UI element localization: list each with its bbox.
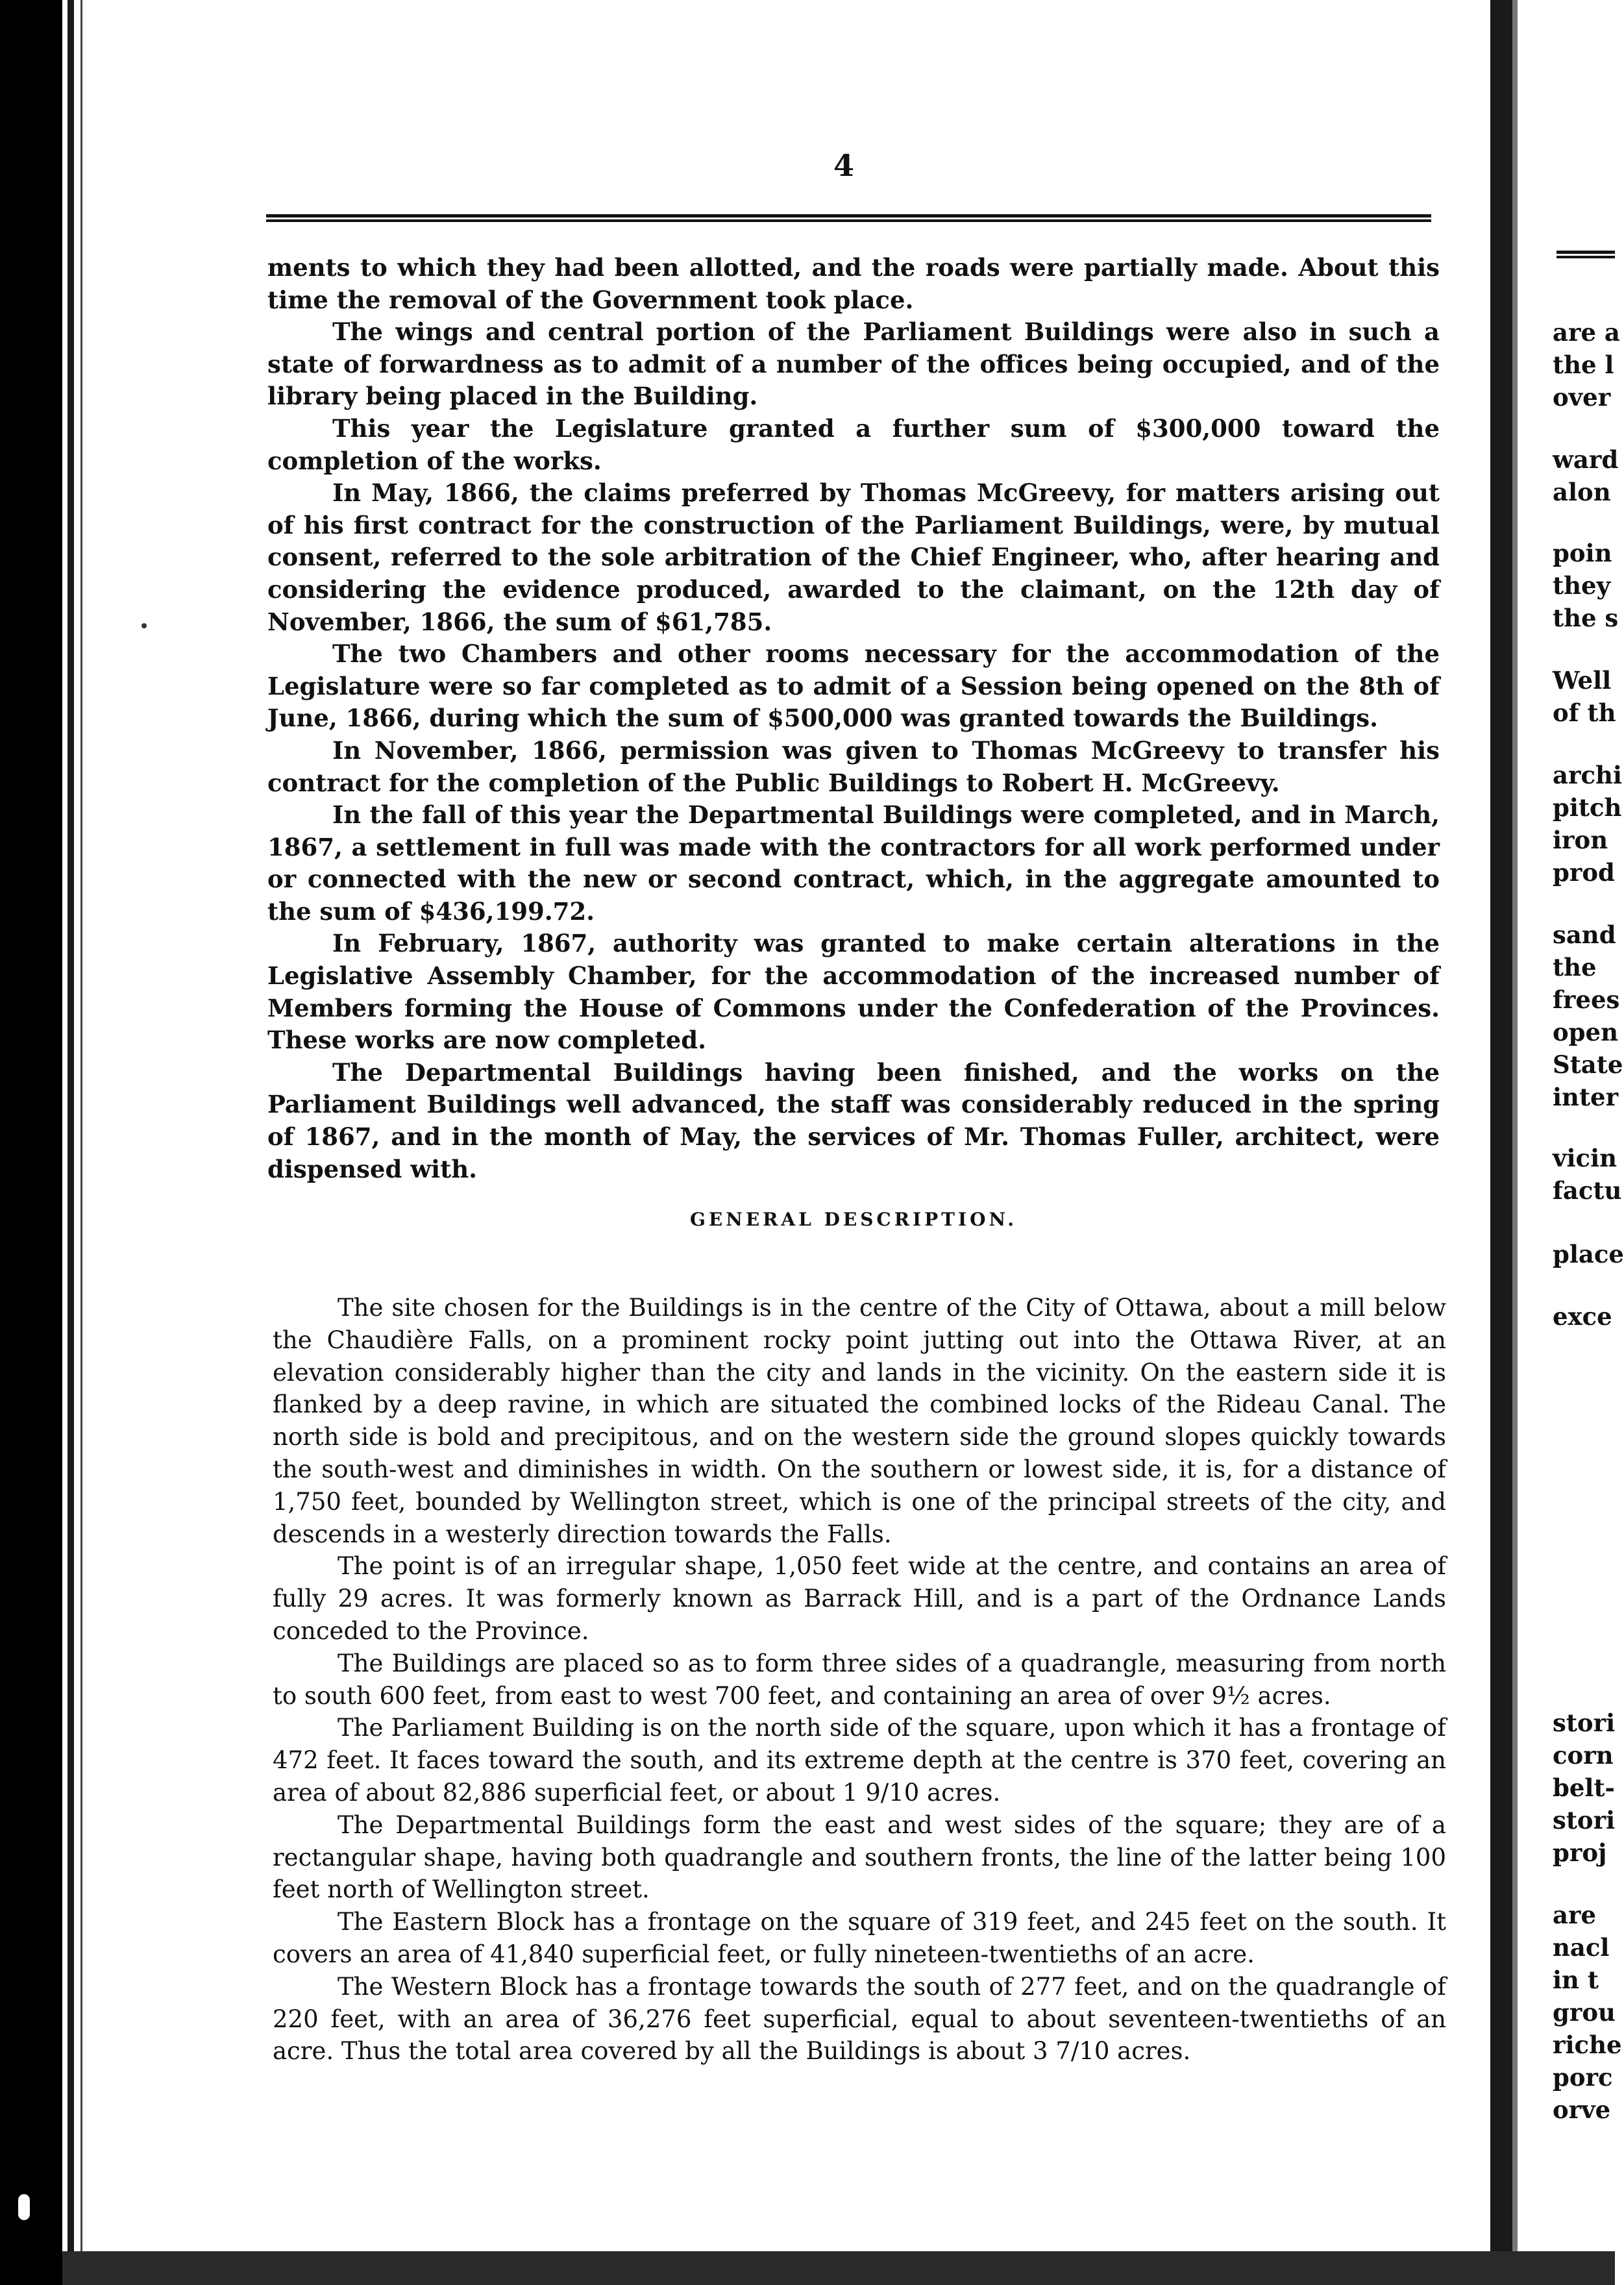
paragraph: The Eastern Block has a frontage on the square of 319 feet, and 245 feet on the south. It covers an area of 41,840 superficial feet, or fully nineteen-twentieths of an acre. xyxy=(273,1908,1446,1968)
scan-artifact xyxy=(18,2194,30,2220)
scan-speck xyxy=(141,623,147,628)
facing-page-fragment: proj xyxy=(1553,1838,1607,1867)
paragraph: In February, 1867, authority was granted to make certain alterations in the Legislative Assembly Chamber, for the accommodation of the increased number of Members forming the House of Commons under the Confederation of the Provinces. These works are now completed. xyxy=(267,929,1440,1055)
facing-page-fragment: factu xyxy=(1553,1176,1622,1205)
page-number: 4 xyxy=(833,148,854,183)
facing-page-fragment: orve xyxy=(1553,2095,1611,2124)
facing-page-fragment: are xyxy=(1553,1901,1597,1929)
facing-page-fragment: iron xyxy=(1553,826,1608,854)
facing-page-fragment: nacl xyxy=(1553,1933,1610,1962)
facing-page-fragment: the l xyxy=(1553,351,1614,379)
facing-page-fragment: in t xyxy=(1553,1966,1599,1994)
main-text-block xyxy=(267,252,1440,1185)
paragraph: The two Chambers and other rooms necessary for the accommodation of the Legislature were so far completed as to admit of a Session being opened on the 8th of June, 1866, during which the sum of $500,000 was granted towards the Buildings. xyxy=(267,639,1440,733)
facing-page-fragment: they xyxy=(1553,571,1611,600)
facing-page-fragment: exce xyxy=(1553,1302,1612,1331)
facing-page-fragment: vicin xyxy=(1553,1144,1618,1172)
facing-page-fragment: inter xyxy=(1553,1083,1619,1111)
facing-page-fragment: alon xyxy=(1553,478,1611,506)
scan-left-edge xyxy=(0,0,62,2285)
facing-page-fragment: place xyxy=(1553,1240,1624,1268)
scan-bottom-edge xyxy=(62,2251,1615,2285)
description-text-block xyxy=(273,1292,1446,2068)
paragraph: The Buildings are placed so as to form three sides of a quadrangle, measuring from north to south 600 feet, from east to west 700 feet, and containing an area of over 9½ acres. xyxy=(273,1649,1446,1710)
facing-page-fragment: belt- xyxy=(1553,1773,1615,1802)
paragraph: In November, 1866, permission was given to Thomas McGreevy to transfer his contract for the completion of the Public Buildings to Robert H. McGreevy. xyxy=(267,735,1440,797)
facing-page-fragment: pitch xyxy=(1553,793,1622,822)
paragraph: The point is of an irregular shape, 1,050 feet wide at the centre, and contains an area of fully 29 acres. It was formerly known as Barrack Hill, and is a part of the Ordnance Lands conceded to the Province. xyxy=(273,1552,1446,1645)
facing-page-fragment: porc xyxy=(1553,2063,1613,2092)
paragraph: The Departmental Buildings having been finished, and the works on the Parliament Buildings well advanced, the staff was considerably reduced in the spring of 1867, and in the month of May, the services of Mr. Thomas Fuller, architect, were dispensed with. xyxy=(267,1057,1440,1183)
facing-page-fragment: over xyxy=(1553,383,1611,412)
paragraph: In May, 1866, the claims preferred by Thomas McGreevy, for matters arising out of his first contract for the construction of the Parliament Buildings, were, by mutual consent, referred to the sole arbitration of the Chief Engineer, who, after hearing and considering the evidence produced, awarded to the claimant, on the 12th day of November, 1866, the sum of $61,785. xyxy=(267,478,1440,636)
facing-page-fragment: stori xyxy=(1553,1709,1616,1737)
paragraph: The wings and central portion of the Parliament Buildings were also in such a state of forwardness as to admit of a number of the offices being occupied, and of the library being placed in the Building. xyxy=(267,317,1440,411)
facing-page-fragment: prod xyxy=(1553,858,1615,887)
facing-page-column xyxy=(1553,0,1624,2253)
facing-page-fragment: archi xyxy=(1553,761,1622,789)
paragraph: The Parliament Building is on the north side of the square, upon which it has a frontage of 472 feet. It faces toward the south, and its extreme depth at the centre is 370 feet, covering an area of about 82,886 superficial feet, or about 1 9/10 acres. xyxy=(273,1714,1446,1807)
facing-page-fragment: stori xyxy=(1553,1806,1616,1834)
facing-page-fragment: Well xyxy=(1553,666,1612,695)
facing-page-fragment: frees xyxy=(1553,985,1620,1014)
page-gutter-inner xyxy=(1512,0,1518,2253)
facing-page-fragment: of th xyxy=(1553,698,1616,727)
paragraph: This year the Legislature granted a further sum of $300,000 toward the completion of the works. xyxy=(267,414,1440,475)
facing-page-fragment: State xyxy=(1553,1050,1623,1079)
facing-page-fragment: riche xyxy=(1553,2031,1622,2059)
facing-page-fragment: the xyxy=(1553,953,1597,982)
facing-page-fragment: ward xyxy=(1553,445,1619,474)
facing-page-fragment: sand xyxy=(1553,920,1616,949)
facing-page-fragment: the s xyxy=(1553,604,1619,632)
header-rule xyxy=(266,214,1431,222)
paragraph: The Departmental Buildings form the east and west sides of the square; they are of a rectangular shape, having both quadrangle and southern fronts, the line of the latter being 100 feet north of Wellington street. xyxy=(273,1810,1446,1904)
paragraph: The site chosen for the Buildings is in the centre of the City of Ottawa, about a mill below the Chaudière Falls, on a prominent rocky point jutting out into the Ottawa River, at an elevation considerably higher than the city and lands in the vicinity. On the eastern side it is flanked by a deep ravine, in which are situated the combined locks of the Rideau Canal. The north side is bold and precipitous, and on the western side the ground slopes quickly towards the south-west and diminishes in width. On the southern or lowest side, it is, for a distance of 1,750 feet, bounded by Wellington street, which is one of the principal streets of the city, and descends in a westerly direction towards the Falls. xyxy=(273,1294,1446,1548)
facing-page-fragment: grou xyxy=(1553,1998,1616,2027)
facing-page-fragment: corn xyxy=(1553,1741,1614,1770)
scan-binding-rule-thin xyxy=(80,0,82,2253)
facing-page-fragment: are a xyxy=(1553,318,1620,347)
facing-page-fragment: open xyxy=(1553,1018,1618,1046)
scan-binding-rule xyxy=(68,0,74,2253)
facing-page-fragment: poin xyxy=(1553,539,1612,567)
paragraph: ments to which they had been allotted, and the roads were partially made. About this time the removal of the Government took place. xyxy=(267,253,1440,314)
section-heading: GENERAL DESCRIPTION. xyxy=(689,1209,1018,1230)
page-gutter xyxy=(1490,0,1512,2253)
paragraph: In the fall of this year the Departmental Buildings were completed, and in March, 1867, a settlement in full was made with the contractors for all work performed under or connected with the new or second contract, which, in the aggregate amounted to the sum of $436,199.72. xyxy=(267,800,1440,926)
paragraph: The Western Block has a frontage towards the south of 277 feet, and on the quadrangle of 220 feet, with an area of 36,276 feet superficial, equal to about seventeen-twentieths of an acre. Thus the total area covered by all the Buildings is about 3 7/10 acres. xyxy=(273,1972,1446,2066)
